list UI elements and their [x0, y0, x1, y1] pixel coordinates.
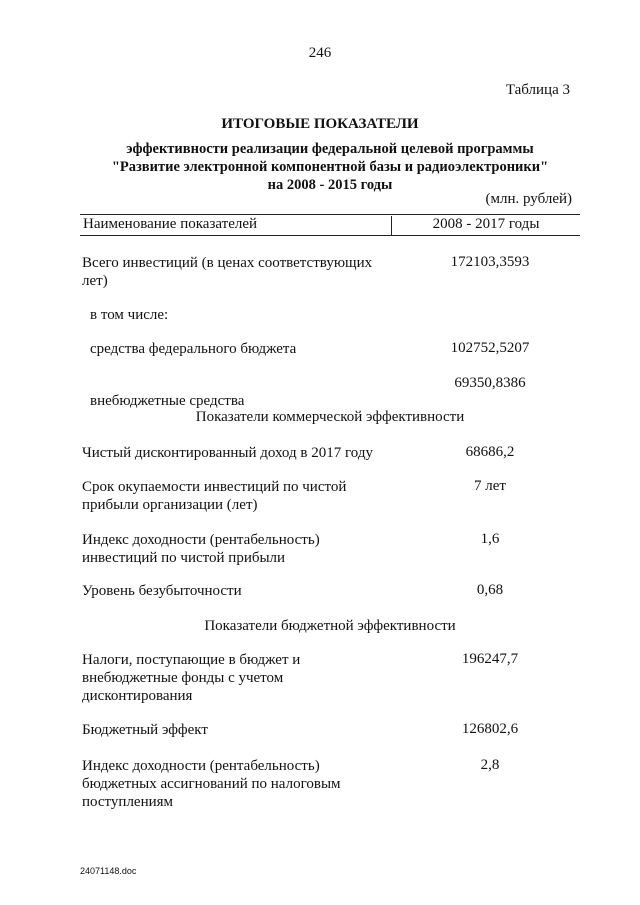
document-reference: 24071148.doc — [80, 866, 137, 876]
section-commercial-title: Показатели коммерческой эффективности — [195, 409, 465, 425]
header-name: Наименование показателей — [83, 216, 258, 232]
row-value-profitability-index: 1,6 — [480, 531, 500, 547]
row-label-taxes: Налоги, поступающие в бюджет и внебюджетные фонды с учетом дисконтирования — [82, 652, 301, 704]
row-label-extrabudgetary: внебюджетные средства — [90, 393, 245, 409]
units-note: (млн. рублей) — [485, 191, 572, 207]
row-value-budget-effect: 126802,6 — [461, 721, 519, 737]
page-number: 246 — [308, 45, 332, 61]
row-value-npv: 68686,2 — [465, 444, 515, 460]
row-value-extrabudgetary: 69350,8386 — [454, 375, 526, 391]
header-value: 2008 - 2017 годы — [391, 216, 580, 235]
table-label: Таблица 3 — [505, 82, 570, 98]
row-label-budget-index: Индекс доходности (рентабельность) бюджетных ассигнований по налоговым поступлениям — [82, 758, 341, 810]
subtitle-line: на 2008 - 2015 годы — [267, 177, 393, 193]
row-label-profitability-index: Индекс доходности (рентабельность) инвестиций по чистой прибыли — [82, 532, 320, 566]
row-label-payback: Срок окупаемости инвестиций по чистой прибыли организации (лет) — [82, 479, 347, 513]
table-header — [80, 214, 580, 236]
row-label-total-investments: Всего инвестиций (в ценах соответствующих лет) — [82, 255, 373, 289]
page-subtitle — [0, 140, 640, 194]
row-label-federal-budget: средства федерального бюджета — [90, 341, 297, 357]
row-value-total-investments: 172103,3593 — [450, 254, 530, 270]
row-value-taxes: 196247,7 — [461, 651, 519, 667]
row-value-break-even: 0,68 — [476, 582, 504, 598]
row-label-budget-effect: Бюджетный эффект — [82, 722, 208, 738]
page-title: ИТОГОВЫЕ ПОКАЗАТЕЛИ — [221, 116, 419, 132]
subtitle-line: "Развитие электронной компонентной базы и радиоэлектроники" — [111, 159, 549, 175]
row-value-budget-index: 2,8 — [480, 757, 500, 773]
row-value-federal-budget: 102752,5207 — [450, 340, 530, 356]
row-label-break-even: Уровень безубыточности — [82, 583, 242, 599]
row-value-payback: 7 лет — [474, 478, 506, 494]
row-label-including: в том числе: — [90, 307, 169, 323]
section-budget-title: Показатели бюджетной эффективности — [204, 618, 456, 634]
row-label-npv: Чистый дисконтированный доход в 2017 году — [82, 445, 373, 461]
subtitle-line: эффективности реализации федеральной целевой программы — [126, 141, 534, 157]
